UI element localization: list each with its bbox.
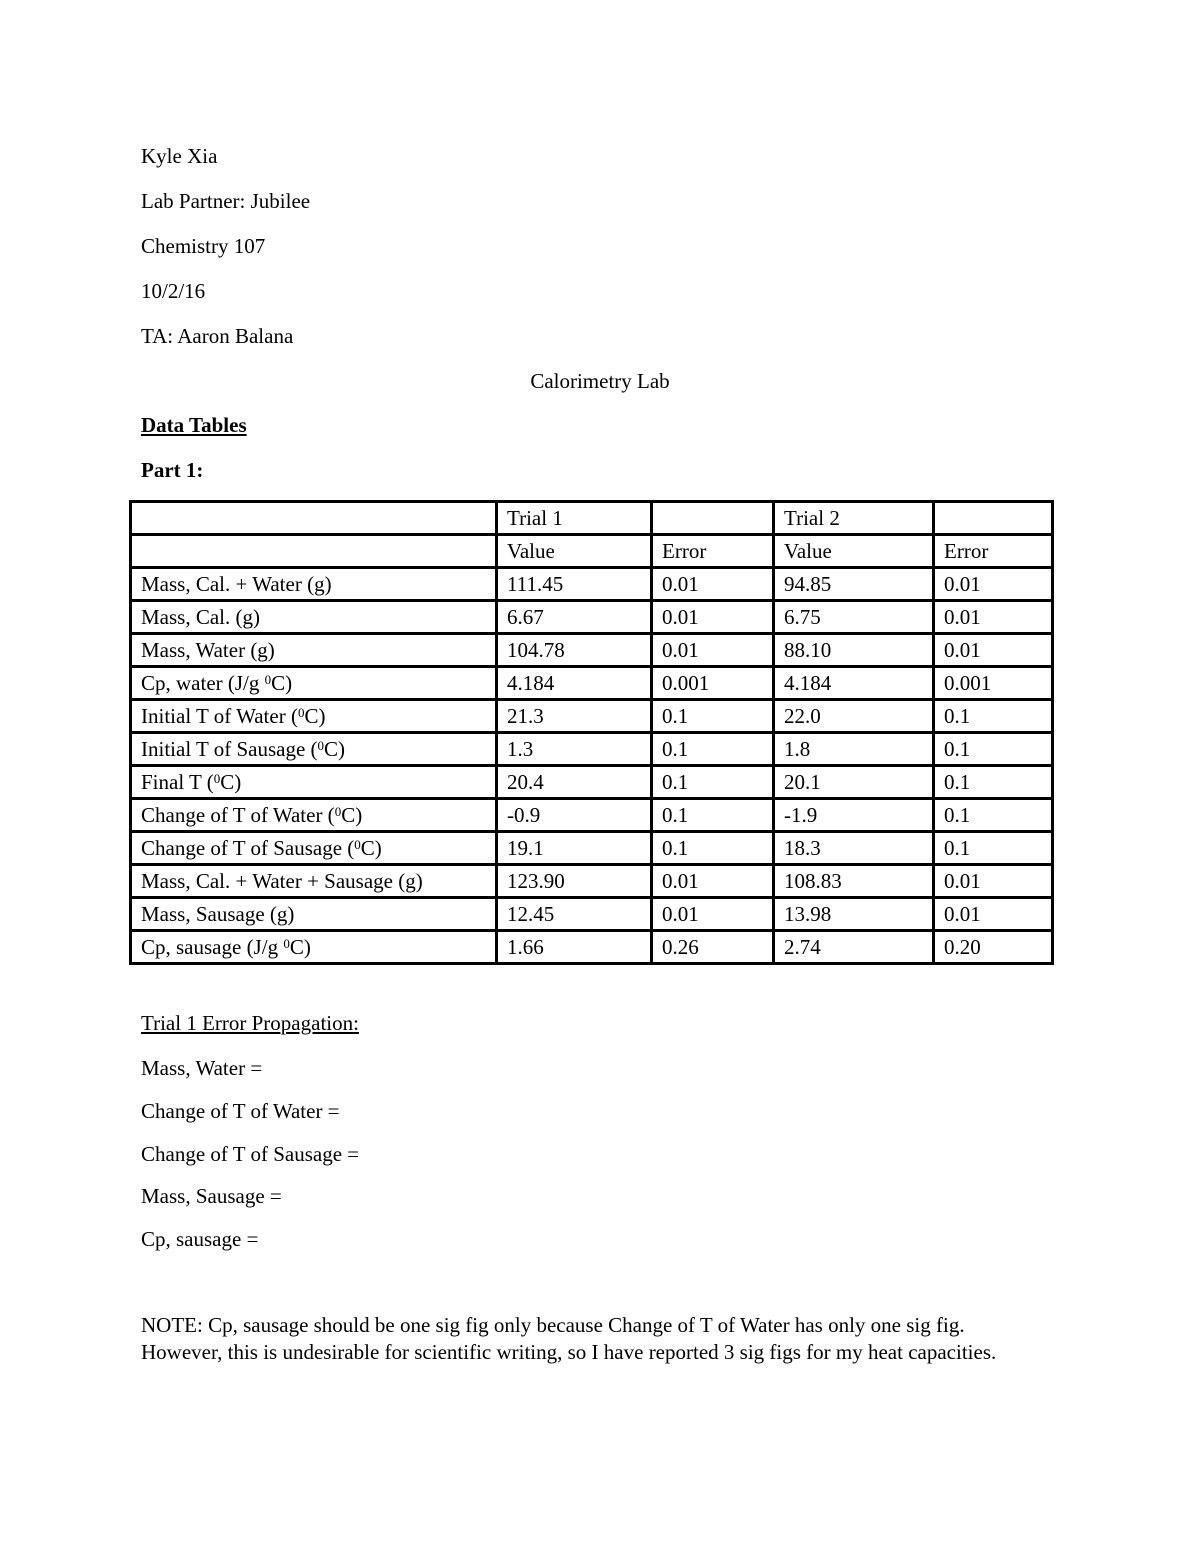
- table-header-cell: [934, 502, 1053, 535]
- trial1-error-cell: 0.01: [652, 568, 774, 601]
- lab-partner: Lab Partner: Jubilee: [141, 189, 311, 213]
- error-item: Change of T of Sausage =: [141, 1142, 360, 1166]
- table-row: [131, 832, 1053, 865]
- trial1-value-cell: 20.4: [497, 766, 652, 799]
- row-label-text: Change of T of Sausage (: [141, 836, 355, 860]
- trial2-value-cell: 108.83: [774, 865, 934, 898]
- error-item: Change of T of Water =: [141, 1099, 340, 1123]
- table-header-row: [131, 502, 1053, 535]
- row-label-unit: C): [360, 836, 382, 860]
- row-label-text: Cp, sausage (J/g: [141, 935, 284, 959]
- course-name: Chemistry 107: [141, 234, 266, 258]
- row-label-text: Initial T of Water (: [141, 704, 298, 728]
- section-heading: Data Tables: [141, 413, 247, 437]
- row-label: [131, 799, 497, 832]
- trial2-error-cell: 0.01: [934, 634, 1053, 667]
- row-label: Mass, Cal. + Water + Sausage (g): [131, 865, 497, 898]
- trial2-value-cell: 18.3: [774, 832, 934, 865]
- row-label: Mass, Cal. + Water (g): [131, 568, 497, 601]
- row-label-text: Initial T of Sausage (: [141, 737, 318, 761]
- trial1-value-cell: 19.1: [497, 832, 652, 865]
- trial1-error-cell: 0.1: [652, 832, 774, 865]
- trial1-error-cell: 0.1: [652, 733, 774, 766]
- trial2-value-cell: 94.85: [774, 568, 934, 601]
- part-heading: Part 1:: [141, 458, 204, 482]
- table-row: [131, 799, 1053, 832]
- table-header-cell: Value: [497, 535, 652, 568]
- degree-superscript: 0: [264, 672, 272, 687]
- note-paragraph: NOTE: Cp, sausage should be one sig fig only because Change of T of Water has only one sig fig. However, this is undesirable for scientific writing, so I have reported 3 sig figs for my heat capacities.: [141, 1313, 997, 1364]
- error-propagation-heading: Trial 1 Error Propagation:: [141, 1011, 359, 1035]
- degree-superscript: 0: [334, 804, 342, 819]
- trial1-value-cell: -0.9: [497, 799, 652, 832]
- trial1-error-cell: 0.26: [652, 931, 774, 964]
- trial1-error-cell: 0.1: [652, 799, 774, 832]
- table-header-cell: [652, 502, 774, 535]
- table-header-row: [131, 535, 1053, 568]
- row-label-unit: C): [304, 704, 326, 728]
- degree-superscript: 0: [354, 837, 361, 852]
- trial2-value-cell: 20.1: [774, 766, 934, 799]
- table-row: [131, 700, 1053, 733]
- trial1-value-cell: 104.78: [497, 634, 652, 667]
- table-header-cell: Trial 1: [497, 502, 652, 535]
- row-label-unit: C): [271, 671, 293, 695]
- document-title: Calorimetry Lab: [530, 369, 670, 393]
- trial2-error-cell: 0.01: [934, 568, 1053, 601]
- trial1-error-cell: 0.1: [652, 700, 774, 733]
- trial1-error-cell: 0.01: [652, 601, 774, 634]
- trial1-value-cell: 1.66: [497, 931, 652, 964]
- trial2-value-cell: 4.184: [774, 667, 934, 700]
- table-row: [131, 865, 1053, 898]
- trial2-error-cell: 0.1: [934, 700, 1053, 733]
- row-label-text: Final T (: [141, 770, 214, 794]
- trial2-value-cell: 88.10: [774, 634, 934, 667]
- error-item: Mass, Sausage =: [141, 1184, 282, 1208]
- row-label: [131, 667, 497, 700]
- trial2-value-cell: 6.75: [774, 601, 934, 634]
- row-label: Mass, Sausage (g): [131, 898, 497, 931]
- table-row: [131, 601, 1053, 634]
- error-item: Mass, Water =: [141, 1056, 263, 1080]
- row-label: [131, 766, 497, 799]
- row-label: [131, 832, 497, 865]
- trial2-value-cell: 1.8: [774, 733, 934, 766]
- error-item: Cp, sausage =: [141, 1227, 259, 1251]
- degree-superscript: 0: [213, 771, 221, 786]
- trial2-error-cell: 0.01: [934, 601, 1053, 634]
- table-row: [131, 766, 1053, 799]
- trial1-error-cell: 0.1: [652, 766, 774, 799]
- trial2-value-cell: 13.98: [774, 898, 934, 931]
- degree-superscript: 0: [283, 936, 290, 951]
- trial1-value-cell: 21.3: [497, 700, 652, 733]
- row-label: [131, 931, 497, 964]
- row-label: [131, 700, 497, 733]
- trial1-error-cell: 0.01: [652, 865, 774, 898]
- table-header-cell: Error: [652, 535, 774, 568]
- table-row: [131, 733, 1053, 766]
- trial2-value-cell: 2.74: [774, 931, 934, 964]
- trial2-error-cell: 0.20: [934, 931, 1053, 964]
- data-table: [129, 500, 1054, 965]
- row-label-unit: C): [324, 737, 346, 761]
- table-header-cell: Error: [934, 535, 1053, 568]
- table-header-cell: Value: [774, 535, 934, 568]
- table-row: [131, 568, 1053, 601]
- trial2-error-cell: 0.001: [934, 667, 1053, 700]
- table-row: [131, 634, 1053, 667]
- trial2-value-cell: -1.9: [774, 799, 934, 832]
- teaching-assistant: TA: Aaron Balana: [141, 324, 294, 348]
- row-label-unit: C): [341, 803, 363, 827]
- table-header-cell: [131, 535, 497, 568]
- row-label: Mass, Cal. (g): [131, 601, 497, 634]
- trial1-value-cell: 123.90: [497, 865, 652, 898]
- table-row: [131, 667, 1053, 700]
- trial2-error-cell: 0.1: [934, 799, 1053, 832]
- trial1-error-cell: 0.01: [652, 898, 774, 931]
- table-header-cell: Trial 2: [774, 502, 934, 535]
- row-label-unit: C): [220, 770, 242, 794]
- report-date: 10/2/16: [141, 279, 206, 303]
- trial1-value-cell: 4.184: [497, 667, 652, 700]
- row-label: [131, 733, 497, 766]
- table-header-cell: [131, 502, 497, 535]
- author-name: Kyle Xia: [141, 144, 218, 168]
- row-label: Mass, Water (g): [131, 634, 497, 667]
- trial1-value-cell: 1.3: [497, 733, 652, 766]
- trial1-error-cell: 0.01: [652, 634, 774, 667]
- trial2-value-cell: 22.0: [774, 700, 934, 733]
- trial1-error-cell: 0.001: [652, 667, 774, 700]
- row-label-text: Change of T of Water (: [141, 803, 335, 827]
- trial1-value-cell: 6.67: [497, 601, 652, 634]
- row-label-text: Cp, water (J/g: [141, 671, 265, 695]
- trial2-error-cell: 0.1: [934, 766, 1053, 799]
- trial2-error-cell: 0.1: [934, 733, 1053, 766]
- trial1-value-cell: 111.45: [497, 568, 652, 601]
- trial1-value-cell: 12.45: [497, 898, 652, 931]
- trial2-error-cell: 0.1: [934, 832, 1053, 865]
- degree-superscript: 0: [317, 738, 325, 753]
- degree-superscript: 0: [297, 705, 305, 720]
- table-row: [131, 931, 1053, 964]
- trial2-error-cell: 0.01: [934, 898, 1053, 931]
- row-label-unit: C): [289, 935, 311, 959]
- table-row: [131, 898, 1053, 931]
- trial2-error-cell: 0.01: [934, 865, 1053, 898]
